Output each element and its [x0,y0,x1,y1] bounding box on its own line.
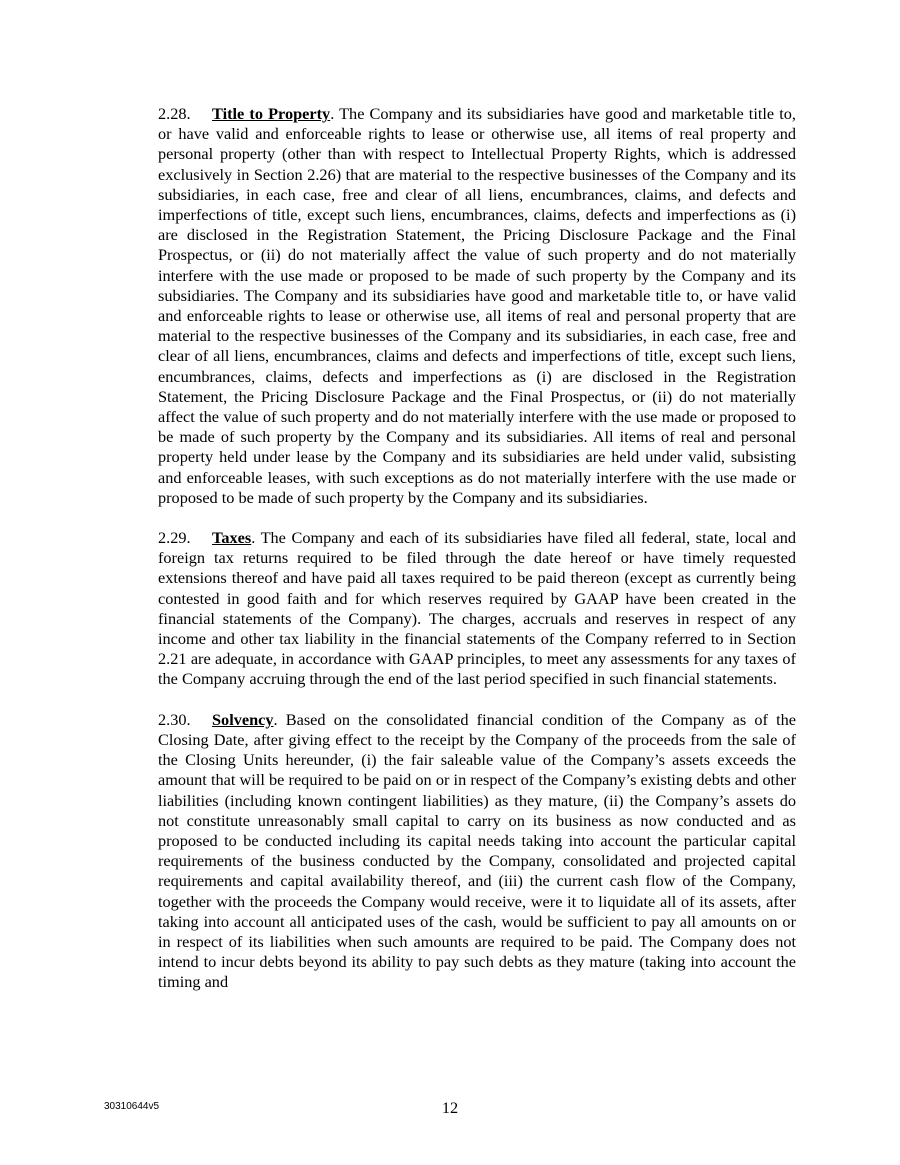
section-text: The Company and its subsidiaries have good and marketable title to, or have valid and enforceable rights to lease or otherwise use, all items of real property and personal property (other than with respect to Intellectual Property Rights, which is addressed exclusively in Section 2.26) that are material to the respective businesses of the Company and its subsidiaries, in each case, free and clear of all liens, encumbrances, claims, and defects and imperfections of title, except such liens, encumbrances, claims, defects and imperfections as (i) are disclosed in the Registration Statement, the Pricing Disclosure Package and the Final Prospectus, or (ii) do not materially affect the value of such property and do not materially interfere with the use made or proposed to be made of such property by the Company and its subsidiaries. The Company and its subsidiaries have good and marketable title to, or have valid and enforceable rights to lease or otherwise use, all items of real and personal property that are material to the respective businesses of the Company and its subsidiaries, in each case, free and clear of all liens, encumbrances, claims and defects and imperfections of title, except such liens, encumbrances, claims, defects and imperfections as (i) are disclosed in the Registration Statement, the Pricing Disclosure Package and the Final Prospectus, or (ii) do not materially affect the value of such property and do not materially interfere with the use made or proposed to be made of such property by the Company and its subsidiaries. All items of real and personal property held under lease by the Company and its subsidiaries are held under valid, subsisting and enforceable leases, with such exceptions as do not materially interfere with the use made or proposed to be made of such property by the Company and its subsidiaries. [158,104,796,507]
section-title: Solvency [212,709,274,729]
document-id: 30310644v5 [104,1101,160,1112]
section-title-period: . [330,104,335,123]
section-number: 2.29. [158,528,191,548]
section-title-period: . [273,709,278,729]
section-text: Based on the consolidated financial condition of the Company as of the Closing Date, after giving effect to the receipt by the Company of the proceeds from the sale of the Closing Units hereunder, (i) the fair saleable value of the Company’s assets exceeds the amount that will be required to be paid on or in respect of the Company’s existing debts and other liabilities (including known contingent liabilities) as they mature, (ii) the Company’s assets do not constitute unreasonably small capital to carry on its business as now conducted and as proposed to be conducted including its capital needs taking into account the particular capital requirements of the business conducted by the Company, consolidated and projected capital requirements and capital availability thereof, and (iii) the current cash flow of the Company, together with the proceeds the Company would receive, were it to liquidate all of its assets, after taking into account all anticipated uses of the cash, would be sufficient to pay all amounts on or in respect of its liabilities when such amounts are required to be paid. The Company does not intend to incur debts beyond its ability to pay such debts as they mature (taking into account the timing and [158,709,796,992]
section-number: 2.28. [158,104,191,123]
section-2-30 [158,710,796,993]
section-title: Title to Property [212,104,331,123]
page-number: 12 [441,1098,459,1117]
section-title: Taxes [212,528,252,548]
section-2-29 [158,528,796,690]
section-text: The Company and each of its subsidiaries have filed all federal, state, local and foreign tax returns required to be filed through the date hereof or have timely requested extensions thereof and have paid all taxes required to be paid thereon (except as currently being contested in good faith and for which reserves required by GAAP have been created in the financial statements of the Company). The charges, accruals and reserves in respect of any income and other tax liability in the financial statements of the Company referred to in Section 2.21 are adequate, in accordance with GAAP principles, to meet any assessments for any taxes of the Company accruing through the end of the last period specified in such financial statements. [158,528,796,689]
section-title-period: . [251,528,256,548]
document-body [158,104,796,1013]
section-number: 2.30. [158,709,191,729]
section-2-28 [158,104,796,508]
